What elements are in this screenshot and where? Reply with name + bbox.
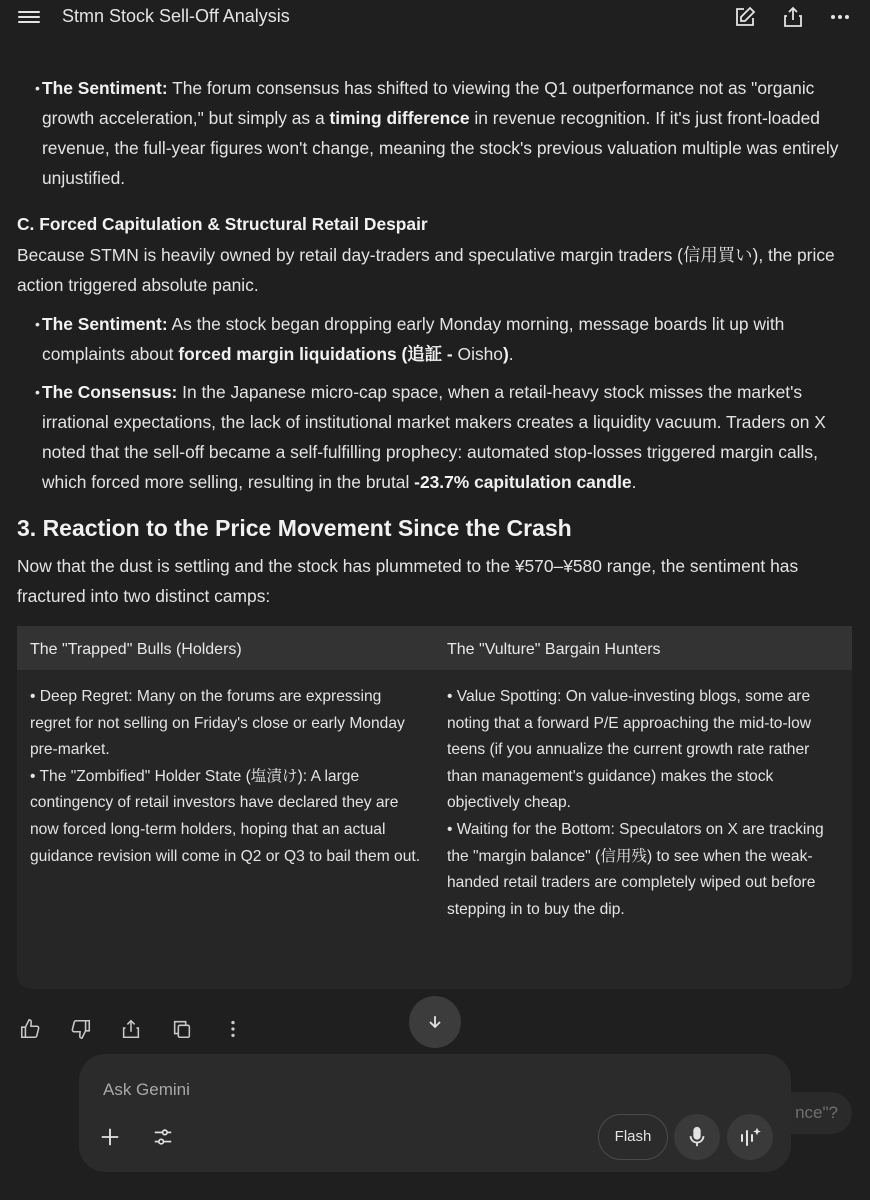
table-header-bulls: The "Trapped" Bulls (Holders) [30,641,242,658]
section-3-heading: 3. Reaction to the Price Movement Since the Crash [17,515,572,541]
scroll-down-button[interactable] [409,996,461,1048]
share-icon[interactable] [120,1018,142,1040]
table-cell-vultures: • Value Spotting: On value-investing blogs, some are noting that a forward P/E approaching the mid-to-low teens (if you annualize the current growth rate rather than management's guidance) makes the stock objectively cheap. • Waiting for the Bottom: Speculators on X are tracking the "margin balance" (信用残) to see when the weak-handed retail traders are completely wiped out before stepping in to buy the dip. [447,688,824,918]
section-c-intro: Because STMN is heavily owned by retail day-traders and speculative margin traders (信用買い), the price action triggered absolute panic. [17,245,835,295]
more-icon[interactable] [828,5,852,29]
table-header-row [17,626,852,670]
microphone-icon [686,1125,708,1149]
table-cell-bulls: • Deep Regret: Many on the forums are expressing regret for not selling on Friday's close or early Monday pre-market. • The "Zombified" Holder State (塩漬け): A large contingency of retail investors have declared they are now forced long-term holders, hoping that an actual guidance revision will come in Q2 or Q3 to bail them out. [30,688,421,865]
bullet-marker: • [35,80,40,96]
suggestion-chip[interactable]: nce"? [770,1092,852,1134]
comparison-table [17,626,852,989]
menu-icon[interactable] [18,8,40,26]
tools-icon[interactable] [151,1126,175,1148]
top-bar [0,0,870,34]
table-header-vultures: The "Vulture" Bargain Hunters [447,641,661,658]
bullet-consensus: The Consensus: In the Japanese micro-cap space, when a retail-heavy stock misses the market's irrational expectations, the lack of institutional market makers creates a liquidity vacuum. Traders on X noted that the sell-off became a self-fulfilling prophecy: automated stop-losses triggered margin calls, which forced more selling, resulting in the brutal -23.7% capitulation candle. [42,382,826,492]
thumbs-up-icon[interactable] [19,1018,41,1040]
response-content [0,34,870,1200]
page-title: Stmn Stock Sell-Off Analysis [62,6,290,26]
live-mode-button[interactable] [727,1114,773,1160]
prompt-composer [79,1054,791,1172]
bullet-sentiment-timing: The Sentiment: The forum consensus has shifted to viewing the Q1 outperformance not as "organic growth acceleration," but simply as a timing difference in revenue recognition. If it's just front-loaded revenue, the full-year figures won't change, meaning the stock's previous valuation multiple was entirely unjustified. [42,78,839,188]
section-3-intro: Now that the dust is settling and the stock has plummeted to the ¥570–¥580 range, the sentiment has fractured into two distinct camps: [17,556,799,606]
share-icon[interactable] [781,5,805,29]
arrow-down-icon [425,1012,445,1032]
prompt-input[interactable] [103,1080,603,1100]
bullet-marker: • [35,316,40,332]
edit-icon[interactable] [733,5,757,29]
model-selector-button[interactable]: Flash [598,1114,668,1160]
copy-icon[interactable] [171,1018,193,1040]
add-icon[interactable] [99,1126,121,1148]
bullet-marker: • [35,384,40,400]
more-vertical-icon[interactable] [222,1018,244,1040]
microphone-button[interactable] [674,1114,720,1160]
live-waveform-icon [738,1125,762,1149]
section-c-heading: C. Forced Capitulation & Structural Retail Despair [17,214,428,234]
bullet-sentiment-margin: The Sentiment: As the stock began dropping early Monday morning, message boards lit up with complaints about forced margin liquidations (追証 - Oisho). [42,314,785,364]
thumbs-down-icon[interactable] [70,1018,92,1040]
